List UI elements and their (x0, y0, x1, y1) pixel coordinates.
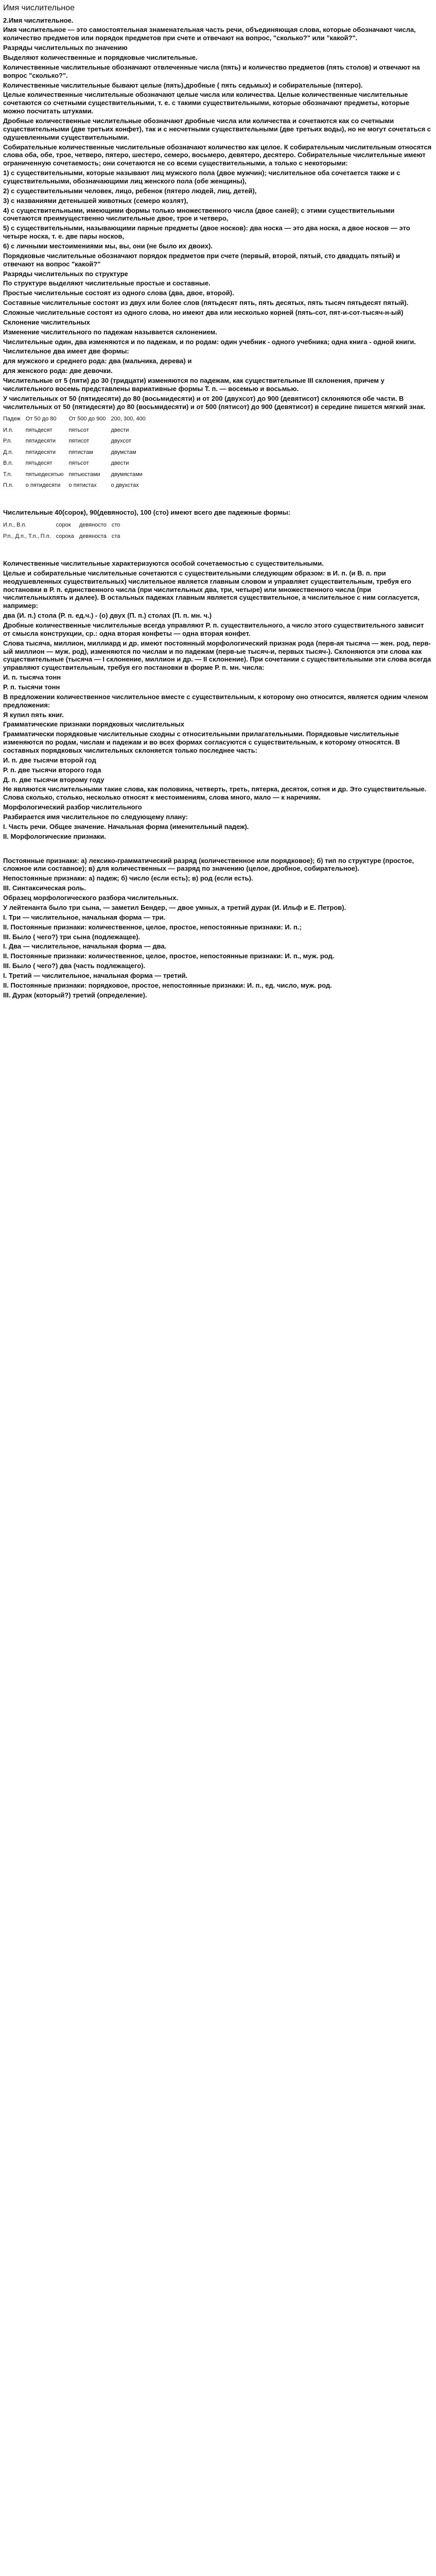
paragraph: I. Три — числительное, начальная форма — три. (3, 913, 166, 921)
paragraph: для женского рода: две девочки. (3, 367, 113, 375)
paragraph: III. Синтаксическая роль. (3, 884, 86, 892)
paragraph: 3) с названиями детенышей животных (семеро козлят), (3, 196, 188, 205)
paragraph: По структуре выделяют числительные простые и составные. (3, 279, 211, 287)
table-cell: Д.п. (3, 449, 13, 455)
table-cell: двести (111, 427, 129, 433)
paragraph: I. Два — числительное, начальная форма — два. (3, 942, 167, 951)
table-cell: Т.п. (3, 471, 12, 478)
table-cell: пятидесяти (25, 449, 56, 455)
paragraph: 2) с существительными человек, лицо, ребенок (пятеро людей, лиц, детей), (3, 187, 257, 195)
section-main (3, 26, 433, 411)
paragraph: Я купил пять книг. (3, 710, 64, 719)
paragraph: В предложении количественное числительное вместе с существительным, к которому оно относится, является одним членом предложения: (3, 692, 428, 709)
paragraph: Грамматические признаки порядковых числительных (3, 720, 184, 728)
paragraph: Количественные числительные бывают целые (пять),дробные ( пять седьмых) и собирательные (пятеро). (3, 81, 363, 89)
paragraph: Р. п. тысячи тонн (3, 683, 60, 691)
paragraph: Целые количественные числительные обозначают целые числа или количества. Целые количественные числительные сочетаются со счетными существительными, т. е. с такими существительными, которые обозначают предметы, которые можно посчитать штуками. (3, 91, 410, 115)
table-header-cell: От 50 до 80 (25, 416, 57, 422)
declension-table-2 (3, 520, 125, 542)
paragraph: Разряды числительных по структуре (3, 269, 128, 278)
table-row (3, 480, 151, 491)
paragraph: У лейтенанта было три сына, — заметил Бендер, — двое умных, а третий дурак (И. Ильф и Е. Петров). (3, 903, 346, 911)
table-cell: двухсот (111, 438, 131, 445)
table-cell: ста (111, 533, 120, 539)
table-header-row (3, 414, 151, 425)
paragraph-40-90-100: Числительные 40(сорок), 90(девяносто), 100 (сто) имеют всего две падежные формы: (3, 509, 291, 517)
table-row (3, 531, 125, 542)
paragraph: Образец морфологического разбора числительных. (3, 894, 178, 902)
table-cell: пятьсот (68, 460, 89, 467)
paragraph: I. Часть речи. Общее значение. Начальная форма (именительный падеж). (3, 822, 249, 831)
paragraph: И. п. две тысячи второй год (3, 756, 96, 764)
paragraph: Числительное два имеет две формы: (3, 347, 129, 355)
declension-table-1 (3, 414, 151, 491)
paragraph: II. Морфологические признаки. (3, 832, 107, 840)
table-cell: девяноста (79, 533, 107, 539)
table-row (3, 447, 151, 458)
table-cell: сорок (56, 522, 71, 529)
paragraph: II. Постоянные признаки: количественное, целое, простое, непостоянные признаки: И. п., муж. род. (3, 952, 335, 960)
document-page (0, 0, 436, 1001)
table-cell: о пятистах (68, 482, 97, 488)
table-cell: Р.п. (3, 438, 12, 445)
paragraph: Д. п. две тысячи второму году (3, 775, 104, 784)
table-cell: пятьюстами (68, 471, 100, 478)
table-cell: пятидесяти (25, 438, 56, 445)
table-cell: девяносто (79, 522, 107, 529)
section-parsing (3, 857, 433, 999)
section-combination (3, 560, 433, 841)
paragraph: Постоянные признаки: а) лексико-грамматический разряд (количественное или порядковое); б) тип по структуре (простое, сложное или составное); в) для количественных — разряд по значению (целое, дробное, собирательное). (3, 856, 414, 873)
paragraph: III. Было ( чего?) два (часть подлежащего). (3, 962, 146, 970)
table-cell: двумястами (111, 471, 143, 478)
table-cell: двумстам (111, 449, 136, 455)
paragraph: для мужского и среднего рода: два (мальчика, дерева) и (3, 357, 192, 365)
paragraph: Грамматически порядковые числительные сходны с относительными прилагательными. Порядковые числительные изменяются по родам, числам и падежам и во всех формах согласуются с существительным, к которому относятся. В составных порядковых числительных склоняется только последнее часть: (3, 730, 400, 755)
table-cell: сто (111, 522, 120, 529)
paragraph: У числительных от 50 (пятидесяти) до 80 (восьмидесяти) и от 200 (двухсот) до 900 (девятисот) склоняются обе части. В числительных от 50 (пятидесяти) до 80 (восьмидесяти) и от 500 (пятисот) до 900 (девятисот) в середине пишется мягкий знак. (3, 394, 426, 411)
paragraph: I. Третий — числительное, начальная форма — третий. (3, 971, 188, 979)
paragraph: Разбирается имя числительное по следующему плану: (3, 813, 188, 821)
paragraph: Количественные числительные характеризуются особой сочетаемостью с существительными. (3, 559, 324, 567)
table-cell: пятьюдесятью (25, 471, 64, 478)
paragraph: 4) с существительными, имеющими формы только множественного числа (двое саней); с этими существительными сочетаются преимущественно числительные двое, трое и четверо, (3, 206, 395, 223)
paragraph: Числительные от 5 (пяти) до 30 (тридцати) изменяются по падежам, как существительные III склонения, причем у числительного восемь представлены вариативные формы Т. п. — восемью и восьмью. (3, 377, 385, 393)
paragraph: Дробные количественные числительные обозначают дробные числа или количества и сочетаются как со счетными существительными (две третьих конфет), так и с несчетными существительными (две третьих воды), но не могут сочетаться с одушевленными существительными. (3, 116, 431, 141)
table-header-cell: От 500 до 900 (68, 416, 106, 422)
table-header-cell: Падеж (3, 416, 21, 422)
table-row (3, 520, 125, 531)
table-cell: И.п. (3, 427, 13, 433)
paragraph: Изменение числительного по падежам называется склонением. (3, 328, 217, 336)
paragraph: Простые числительные состоят из одного слова (два, двое, второй). (3, 289, 234, 297)
paragraph: 1) с существительными, которые называют лиц мужского пола (двое мужчин); числительное оба сочетается также и с существительными, обозначающими лиц женского пола (обе женщины), (3, 169, 400, 185)
paragraph: Числительные один, два изменяются и по падежам, и по родам: один учебник - одного учебника; одна книга - одной книги. (3, 337, 416, 346)
paragraph: Собирательные количественные числительные обозначают количество как целое. К собирательным числительным относятся слова оба, обе, трое, четверо, пятеро, шестеро, семеро, восьмеро, девятеро, десятеро. Собирательные числительные имеют ограниченную сочетаемость; они сочетаются не со всеми существительными, а только с некоторыми: (3, 143, 432, 167)
table-cell: сорока (56, 533, 74, 539)
table-cell: о пятидесяти (25, 482, 61, 488)
table-cell: пятьсот (68, 427, 89, 433)
table-cell: Р.п., Д.п., Т.п., П.п. (3, 533, 51, 539)
paragraph: два (И. п.) стола (Р. п. ед.ч.) - (о) двух (П. п.) столах (П. п. мн. ч.) (3, 612, 212, 620)
table-cell: о двухстах (111, 482, 139, 488)
table-row (3, 458, 151, 469)
heading: 2.Имя числительное. (3, 16, 74, 24)
paragraph: III. Дурак (который?) третий (определение). (3, 991, 147, 999)
paragraph: Склонение числительных (3, 318, 90, 326)
table-cell: пятисот (68, 438, 90, 445)
paragraph: II. Постоянные признаки: количественное, целое, простое, непостоянные признаки: И. п.; (3, 923, 302, 931)
page-title: Имя числительное (3, 4, 75, 12)
paragraph: И. п. тысяча тонн (3, 673, 61, 682)
table-header-cell: 200, 300, 400 (111, 416, 146, 422)
table-cell: И.п., В.п. (3, 522, 27, 529)
table-cell: пятистам (68, 449, 93, 455)
table-row (3, 469, 151, 480)
table-cell: В.п. (3, 460, 13, 467)
table-cell: пятьдесят (25, 460, 53, 467)
paragraph: Количественные числительные обозначают отвлеченные числа (пять) и количество предметов (пять столов) и отвечают на вопрос "сколько?". (3, 63, 420, 79)
table-cell: пятьдесят (25, 427, 53, 433)
paragraph: Сложные числительные состоят из одного слова, но имеют два или несколько корней (пять-сот, пят-и-сот-тысяч-н-ый) (3, 309, 404, 317)
paragraph: Выделяют количественные и порядковые числительные. (3, 53, 198, 61)
paragraph: 5) с существительными, называющими парные предметы (двое носков): два носка — это два носка, а двое носков — это четыре носка, т. е. две пары носков, (3, 224, 410, 241)
paragraph: 6) с личными местоимениями мы, вы, они (не было их двоих). (3, 242, 213, 250)
paragraph: Непостоянные признаки: а) падеж; б) число (если есть); в) род (если есть). (3, 874, 253, 883)
table-cell: П.п. (3, 482, 13, 488)
paragraph: Р. п. две тысячи второго года (3, 766, 101, 774)
paragraph: Слова тысяча, миллион, миллиард и др. имеют постоянный морфологический признак рода (перв-ая тысяча — жен. род, перв-ый миллион — муж. род), изменяются по числам и по падежам (перв-ые тысяч-и, первых тысяч-). Склоняются эти слова как существительные (тысяча — I склонение, миллион и др. — II склонение). При сочетании с существительными эти слова всегда управляют существительным, требуя его постановки в форме Р. п. мн. числа: (3, 639, 431, 672)
paragraph: Имя числительное — это самостоятельная знаменательная часть речи, объединяющая слова, которые обозначают числа, количество предметов или порядок предметов при счете и отвечают на вопрос, "сколько?" или "какой?". (3, 26, 416, 42)
paragraph: Морфологический разбор числительного (3, 803, 142, 811)
paragraph: Разряды числительных по значению (3, 44, 128, 52)
table-row (3, 436, 151, 447)
paragraph: II. Постоянные признаки: порядковое, простое, непостоянные признаки: И. п., ед. число, муж. род. (3, 981, 332, 989)
paragraph: Составные числительные состоят из двух или более слов (пятьдесят пять, пять десятых, пять тысяч пятьдесят пятый). (3, 299, 409, 307)
paragraph: Порядковые числительные обозначают порядок предметов при счете (первый, второй, пятый, сто двадцать пятый) и отвечают на вопрос "какой?" (3, 251, 400, 268)
paragraph: Не являются числительными такие слова, как половина, четверть, треть, пятерка, десяток, сотня и др. Это существительные. Слова сколько, столько, несколько относят к местоимениям, слова много, мало — к наречиям. (3, 785, 427, 802)
paragraph: III. Было ( чего?) три сына (подлежащее). (3, 933, 141, 941)
table-row (3, 425, 151, 436)
paragraph: Целые и собирательные числительные сочетаются с существительными следующим образом: в И. п. (и В. п. при неодушевленных существительных) числительное является главным словом и управляет существительным, требуя его постановки в Р. п. единственного числа (при числительных два, три, четыре) или множественного числа (при числительныхпять и далее). В остальных падежах главным является существительное, а числительное с ним согласуется, например: (3, 569, 420, 610)
paragraph: Дробные количественные числительные всегда управляют Р. п. существительного, а число этого существительного зависит от смысла конструкции, ср.: одна вторая конфеты — одна вторая конфет. (3, 621, 424, 637)
table-cell: двести (111, 460, 129, 467)
